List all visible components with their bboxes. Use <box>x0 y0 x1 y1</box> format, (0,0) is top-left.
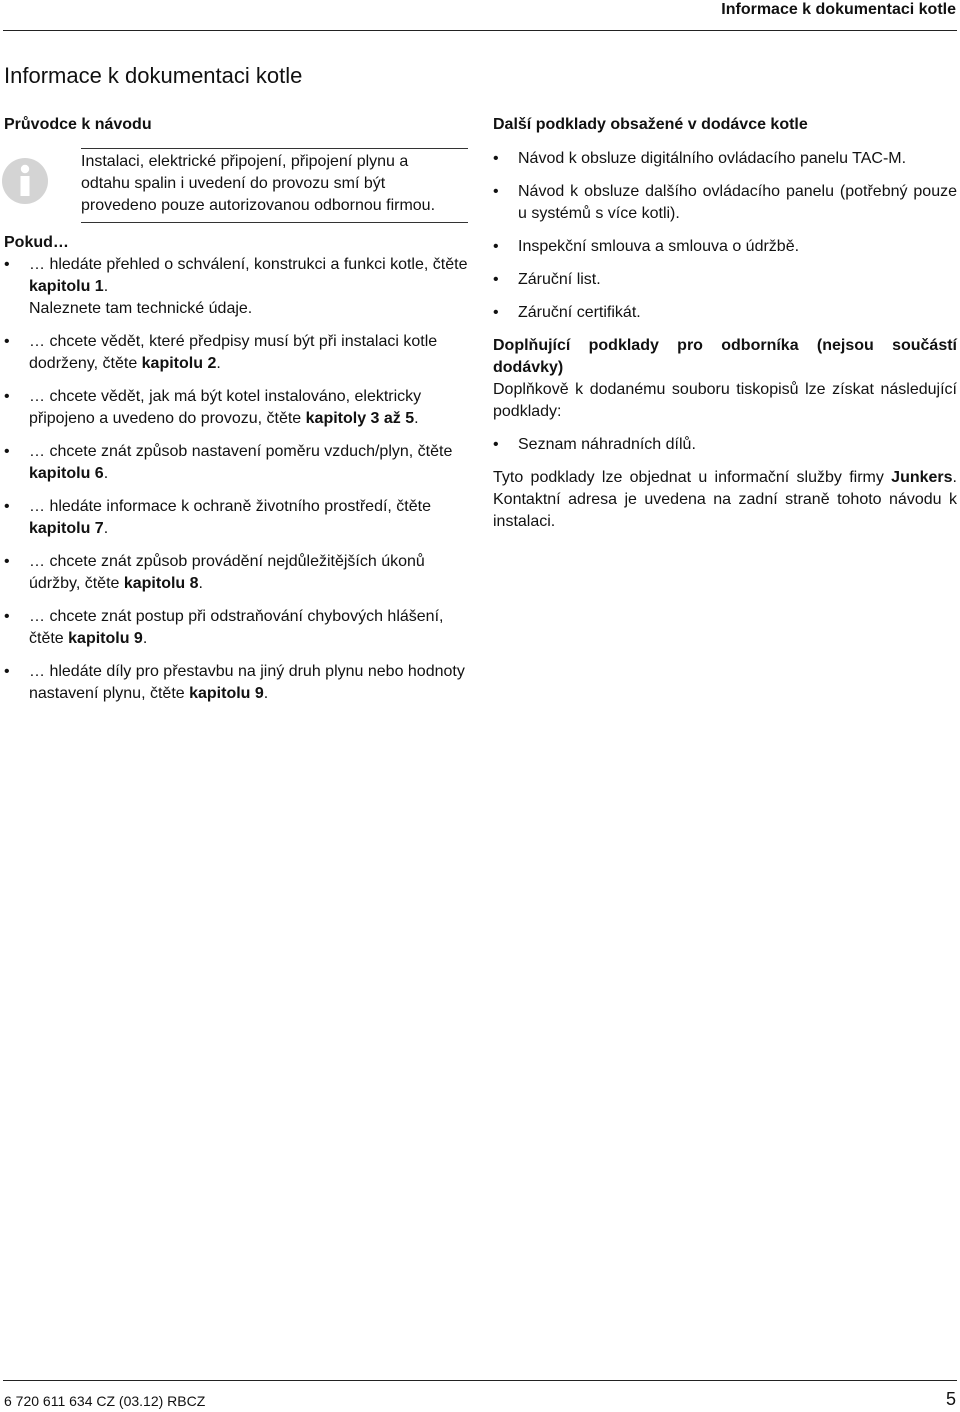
list-item: • … chcete znát postup při odstraňování chybových hlášení, čtěte kapitolu 9. <box>4 606 468 650</box>
header-rule <box>3 30 957 31</box>
list-item: • Návod k obsluze dalšího ovládacího panelu (potřebný pouze u systémů s více kotli). <box>493 181 957 225</box>
list-item-extra: Naleznete tam technické údaje. <box>29 300 253 317</box>
right-column <box>493 114 957 533</box>
list-item: • … hledáte přehled o schválení, konstrukci a funkci kotle, čtěte kapitolu 1. Naleznete tam technické údaje. <box>4 254 468 320</box>
info-icon <box>1 157 49 205</box>
guide-list <box>4 254 468 705</box>
list-item: • Seznam náhradních dílů. <box>493 434 957 456</box>
supplement-text: Doplňkově k dodanému souboru tiskopisů lze získat následující podklady: <box>493 381 957 420</box>
footer-rule <box>3 1380 957 1381</box>
page-title: Informace k dokumentaci kotle <box>4 63 303 88</box>
supplement-heading: Doplňující podklady pro odborníka (nejsou součástí dodávky) <box>493 337 957 376</box>
list-item: • … chcete vědět, které předpisy musí být při instalaci kotle dodrženy, čtěte kapitolu 2. <box>4 331 468 375</box>
installation-note <box>81 148 468 223</box>
guide-heading: Průvodce k návodu <box>4 116 152 133</box>
list-item: • … chcete znát způsob provádění nejdůležitějších úkonů údržby, čtěte kapitolu 8. <box>4 551 468 595</box>
note-text: Instalaci, elektrické připojení, připojení plynu a odtahu spalin i uvedení do provozu smí být provedeno pouze autorizovanou odbornou firmou. <box>81 153 436 214</box>
list-item: • … hledáte informace k ochraně životního prostředí, čtěte kapitolu 7. <box>4 496 468 540</box>
order-text: Tyto podklady lze objednat u informační služby firmy Junkers. Kontaktní adresa je uvedena na zadní straně tohoto návodu k instalaci. <box>493 469 957 530</box>
list-item: • Záruční certifikát. <box>493 302 957 324</box>
doc-number: 6 720 611 634 CZ (03.12) RBCZ <box>4 1393 206 1409</box>
supplement-list <box>493 434 957 456</box>
included-docs-list <box>493 148 957 324</box>
included-docs-heading: Další podklady obsažené v dodávce kotle <box>493 116 808 133</box>
list-item: • Návod k obsluze digitálního ovládacího panelu TAC-M. <box>493 148 957 170</box>
list-item: • Záruční list. <box>493 269 957 291</box>
list-item: • Inspekční smlouva a smlouva o údržbě. <box>493 236 957 258</box>
list-item: • … chcete znát způsob nastavení poměru vzduch/plyn, čtěte kapitolu 6. <box>4 441 468 485</box>
running-header: Informace k dokumentaci kotle <box>721 1 956 18</box>
left-column <box>4 114 468 716</box>
pokud-label: Pokud… <box>4 234 69 251</box>
list-item: • … hledáte díly pro přestavbu na jiný druh plynu nebo hodnoty nastavení plynu, čtěte kapitolu 9. <box>4 661 468 705</box>
list-item: • … chcete vědět, jak má být kotel instalováno, elektricky připojeno a uvedeno do provozu, čtěte kapitoly 3 až 5. <box>4 386 468 430</box>
page-number: 5 <box>945 1389 956 1409</box>
brand-name: Junkers <box>891 469 953 486</box>
